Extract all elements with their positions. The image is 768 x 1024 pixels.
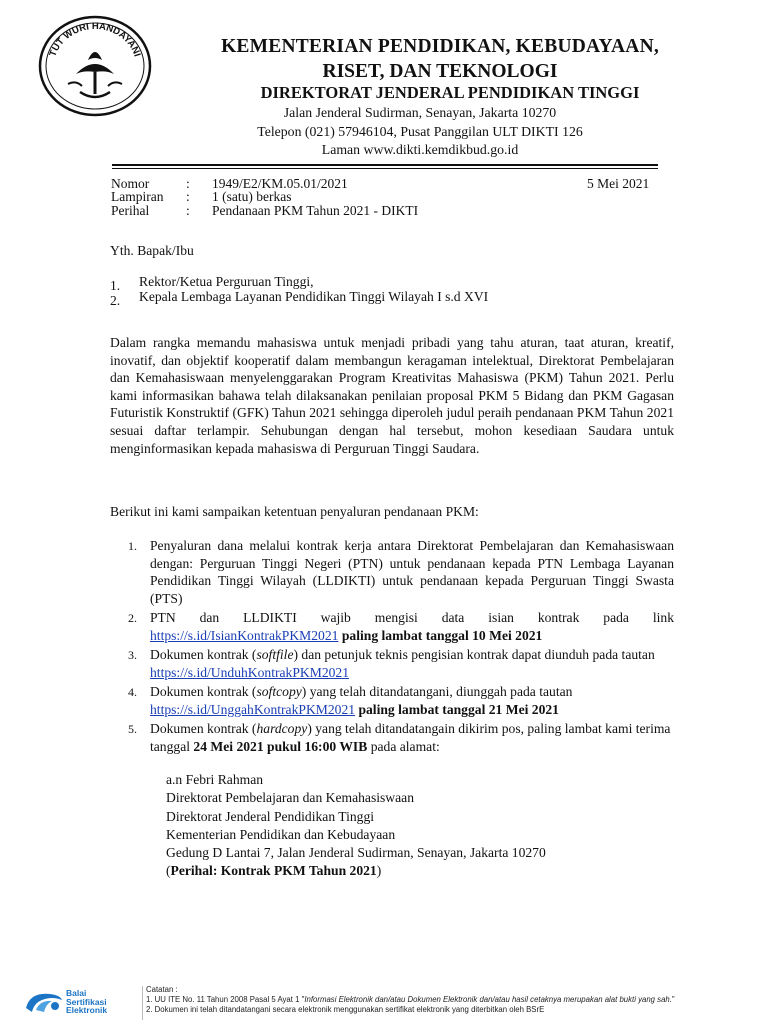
- svg-text:TUT WURI HANDAYANI: TUT WURI HANDAYANI: [47, 20, 143, 59]
- provision-item-2-text: PTN dan LLDIKTI wajib mengisi data isian kontrak pada link: [150, 610, 674, 625]
- italic-term: softcopy: [256, 684, 302, 699]
- address-line: Direktorat Jenderal Pendidikan Tinggi: [166, 808, 375, 824]
- lampiran-value: 1 (satu) berkas: [212, 189, 292, 204]
- unggah-kontrak-link[interactable]: https://s.id/UnggahKontrakPKM2021: [150, 701, 356, 717]
- tut-wuri-handayani-logo: [36, 14, 154, 118]
- address-line: Direktorat Pembelajaran dan Kemahasiswaan: [166, 790, 414, 806]
- perihal-value: Pendanaan PKM Tahun 2021 - DIKTI: [212, 203, 419, 218]
- provision-item-3: [150, 646, 674, 681]
- footer-notes: [146, 985, 746, 1015]
- deadline-bold: paling lambat tanggal 21 Mei 2021: [358, 701, 559, 717]
- italic-text: Informasi Elektronik dan/atau Dokumen Elektronik dan/atau hasil cetaknya merupakan alat bukti yang sah.: [304, 995, 672, 1004]
- phone-line: Telepon (021) 57946104, Pusat Panggilan ULT DIKTI 126: [257, 124, 583, 139]
- recipient-text: Rektor/Ketua Perguruan Tinggi,: [139, 274, 314, 289]
- footer-note-2: 2. Dokumen ini telah ditandatangani secara elektronik menggunakan sertifikat elektronik yang diterbitkan oleh BSrE: [146, 1005, 545, 1014]
- provision-item-2-line2: [150, 627, 674, 645]
- header-divider-thin: [112, 168, 658, 169]
- bsre-line: Elektronik: [66, 1005, 108, 1015]
- recipient-num: 2.: [110, 293, 121, 308]
- deadline-bold: paling lambat tanggal 10 Mei 2021: [341, 628, 543, 643]
- colon: :: [186, 176, 190, 191]
- list-number: 4.: [128, 685, 137, 699]
- mail-subject: [166, 862, 546, 880]
- nomor-label: Nomor: [111, 176, 150, 191]
- perihal-label: Perihal: [111, 203, 150, 218]
- mailing-address: [166, 771, 546, 881]
- website-line: Laman www.dikti.kemdikbud.go.id: [321, 142, 519, 157]
- letter-date: 5 Mei 2021: [587, 176, 650, 191]
- provision-item-5: [150, 720, 674, 755]
- unduh-kontrak-link[interactable]: https://s.id/UnduhKontrakPKM2021: [150, 664, 350, 680]
- paren: ): [376, 863, 382, 879]
- salutation: Yth. Bapak/Ibu: [110, 243, 194, 258]
- list-number: 2.: [128, 611, 137, 625]
- bsre-line: Balai: [66, 988, 87, 998]
- footer-divider: [142, 986, 143, 1020]
- bsre-wordmark: [66, 989, 107, 1015]
- bsre-line: Sertifikasi: [66, 996, 107, 1007]
- list-number: 3.: [128, 648, 137, 662]
- ministry-line-2: RISET, DAN TEKNOLOGI: [322, 61, 558, 82]
- subject-bold: Perihal: Kontrak PKM Tahun 2021: [170, 863, 377, 879]
- footer-note-1: [146, 995, 746, 1005]
- paren: (: [166, 863, 171, 879]
- header-divider-thick: [112, 164, 658, 166]
- bsre-logo-icon: [22, 986, 64, 1016]
- text: ": [671, 995, 675, 1004]
- deadline-bold: 24 Mei 2021 pukul 16:00 WIB: [193, 738, 368, 754]
- italic-term: hardcopy: [256, 721, 308, 736]
- isian-kontrak-link[interactable]: https://s.id/IsianKontrakPKM2021: [150, 628, 339, 643]
- text: pada alamat:: [370, 738, 440, 754]
- list-number: 1.: [128, 539, 137, 553]
- text: Dokumen kontrak (: [150, 721, 257, 736]
- list-number: 5.: [128, 722, 137, 736]
- text: Dokumen kontrak (: [150, 684, 257, 699]
- nomor-value: 1949/E2/KM.05.01/2021: [212, 176, 348, 191]
- lampiran-label: Lampiran: [111, 189, 164, 204]
- address-line: Kementerian Pendidikan dan Kebudayaan: [166, 826, 396, 842]
- colon: :: [186, 203, 190, 218]
- recipient-num: 1.: [110, 278, 121, 293]
- provision-item-1: Penyaluran dana melalui kontrak kerja antara Direktorat Pembelajaran dan Kemahasiswaan dengan: Perguruan Tinggi Negeri (PTN) untuk pendanaan kepada PTN Lembaga Layanan Pendidikan Tinggi Wilayah (LLDIKTI) untuk pendanaan kepada Perguruan Tinggi Swasta (PTS): [150, 538, 674, 606]
- intro-paragraph: Dalam rangka memandu mahasiswa untuk menjadi pribadi yang tahu aturan, taat aturan, kreatif, inovatif, dan objektif kooperatif dalam membangun keragaman intelektual, Direktorat Pembelajaran dan Kemahasiswaan menyelenggarakan Program Kreativitas Mahasiswa (PKM) Tahun 2021. Perlu kami informasikan bahawa telah dilaksanakan penilaian proposal PKM 5 Bidang dan PKM Gagasan Futuristik Konstruktif (GFK) Tahun 2021 sehingga diperoleh judul peraih pendanaan PKM Tahun 2021 sesuai daftar terlampir. Sehubungan dengan hal tersebut, mohon kesediaan Saudara untuk menginformasikan kepada mahasiswa di Perguruan Tinggi Saudara.: [110, 335, 674, 456]
- text: ) yang telah ditandatangain dikirim pos, paling lambat kami terima tanggal: [150, 721, 671, 754]
- catatan-label: Catatan :: [146, 985, 178, 994]
- provisions-intro: Berikut ini kami sampaikan ketentuan penyaluran pendanaan PKM:: [110, 504, 479, 519]
- directorate-title: DIREKTORAT JENDERAL PENDIDIKAN TINGGI: [260, 83, 640, 102]
- address-line: Gedung D Lantai 7, Jalan Jenderal Sudirman, Senayan, Jakarta 10270: [166, 845, 546, 861]
- ministry-line-1: KEMENTERIAN PENDIDIKAN, KEBUDAYAAN,: [221, 36, 659, 57]
- text: Dokumen kontrak (: [150, 647, 257, 662]
- text: 1. UU ITE No. 11 Tahun 2008 Pasal 5 Ayat 1 ": [146, 995, 305, 1004]
- address-line: Jalan Jenderal Sudirman, Senayan, Jakarta 10270: [283, 105, 557, 120]
- colon: :: [186, 189, 190, 204]
- provision-item-4: [150, 683, 674, 718]
- text: ) dan petunjuk teknis pengisian kontrak dapat diunduh pada tautan: [293, 647, 655, 662]
- address-line: a.n Febri Rahman: [166, 772, 264, 787]
- italic-term: softfile: [256, 647, 294, 662]
- recipient-text: Kepala Lembaga Layanan Pendidikan Tinggi Wilayah I s.d XVI: [139, 289, 489, 304]
- text: ) yang telah ditandatangani, diunggah pada tautan: [301, 684, 573, 699]
